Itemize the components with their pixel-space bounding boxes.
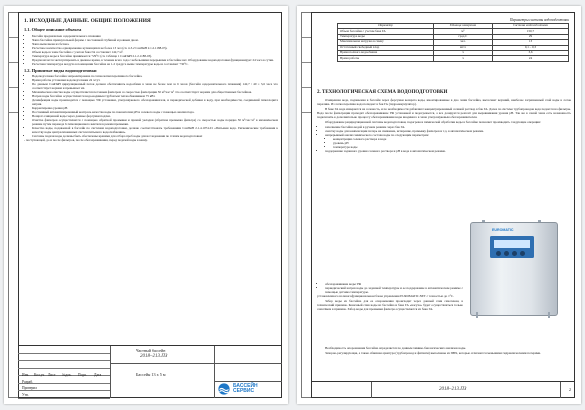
- table-cell: 3,6: [492, 50, 568, 55]
- list-item: • По данным СанПиН циркуляционный поток должен обеспечивать водообмен в чаше не более чем за 6 часов (бассейн оздоровительного плавания) 142,7 / 40 = 3,6 часа что соответствует нормам и превышает их.: [32, 82, 278, 90]
- table-cell: мг/л: [433, 45, 492, 50]
- document-page-right: [297, 6, 581, 404]
- title-block-grid: [18, 346, 110, 398]
- table-cell: Температура воды: [338, 34, 434, 39]
- list-item: • заполнение бассейна водой в ручном режиме через бак ГА.: [325, 125, 571, 129]
- analysis-list: [317, 137, 571, 149]
- drawing-frame: [311, 12, 575, 398]
- list-item: • Расчетная температура воздуха в помещении бассейна на 1-2 градуса выше температуры воды и составляет +30°С.: [32, 62, 278, 66]
- list-item: • уровень pH: [333, 141, 571, 145]
- list-item: • Объем воды в чаше бассейна с учетом бака ГА составляет 142,7 м³.: [32, 50, 278, 54]
- company-logo: [218, 383, 258, 395]
- stamp-client: Частный бассейн: [136, 348, 166, 353]
- table-cell: ч: [433, 56, 492, 61]
- table-title: Параметры системы водоподготовки: [509, 18, 569, 22]
- list-item: • Чаша выполнена из бетона.: [32, 42, 278, 46]
- table-cell: чел.: [433, 40, 492, 45]
- list-item: • Дезинфекция воды производится с помощью УФ установки, ультразвукового обеззараживателя, и периодической добавки в воду, при необходимости, соединений гипохлорита натрия.: [32, 98, 278, 106]
- stamp-role: Разраб.: [22, 379, 34, 384]
- sheet-number: 2: [569, 387, 571, 392]
- paragraph: Запорно-регулирующая, а также обвязная арматура (трубопровод и фитинги) выполнены из ПВХ, которые отличаются меньшими гидравлическими потерями.: [325, 351, 541, 355]
- table-header: Параметр: [338, 24, 434, 29]
- list-item: • Постоянный автоматизированный контроль качества воды по показателям pH и солевого воды с помощью анализатора.: [32, 110, 278, 114]
- stamp-label: Лист: [48, 373, 56, 377]
- list-item: • непрерывный анализ химического состава воды по следующим параметрам:: [325, 133, 571, 137]
- list-item: • обеззараживание воды УФ: [325, 282, 463, 286]
- wave-logo-icon: [218, 383, 230, 395]
- stamp-label: Кол.уч: [34, 373, 45, 377]
- table-cell: ч: [433, 50, 492, 55]
- table-cell: 13: [492, 40, 568, 45]
- title-block: [18, 345, 282, 398]
- list-item: • Расчетное количество одновременно купающихся не более 13 чел (сп. п.3.2 СанПиН 2.1.2.1188-03).: [32, 46, 278, 50]
- paragraph: Очищенная вода, подаваемая в бассейн через форсунки возврата воды, вмонтированные в дно чаши бассейна, вытесняет верхний, наиболее загрязненный слой воды в лоток перелива. Из лотка перелива вода попадает в бак ГА (гидроаккумулятор).: [317, 98, 571, 106]
- list-item: • периодический нагрев воды до заданной температуры и ее поддержание в автоматическом режиме с помощью датчика температуры.: [325, 286, 463, 294]
- table-cell: град.С: [433, 34, 492, 39]
- list-item: • Нагрев воды бассейна осуществляется водо-водяным трубчатым теплообменником 75 кВт.: [32, 94, 278, 98]
- page-content: [24, 18, 278, 143]
- table-cell: 24: [492, 56, 568, 61]
- section-2: [317, 90, 571, 153]
- list-item: • Водоподготовка бассейна запроектирована по технологии переливного бассейна.: [32, 74, 278, 78]
- document-page-left: [4, 6, 288, 404]
- page-content: [337, 18, 569, 66]
- stamp-label: Подп.: [78, 373, 87, 377]
- stamp-sheet-title: Бассейн 13 х 5 м: [136, 372, 166, 377]
- table-header: Единица измерения: [433, 24, 492, 29]
- paragraph: Забор воды из бассейна для ее опорожнения происходит через донный слив самотеком, в технический приямок. Конечный слив воды из бассейна и бака ГА «насухо» будет осуществляться только самотёком в приямок. Забор воды для промывки фильтра осуществляется из бака ГА.: [317, 299, 463, 311]
- parameters-table: [337, 23, 569, 62]
- section-2-footer-text: [317, 346, 571, 356]
- paragraph: В баке ГА вода измеряется на соленость, и по необходимости добавляют концентрированный соляной раствор в бак ГА. Далее по системе трубопроводов вода подается на фильтры. Вода после фильтрации проходит обеззараживание УФ установкой и подогревается, а все дозируется реагент для выравнивания уровня pH. Так же в самой чаше есть возможность подключить к дополнительно процессу обеззараживания воды вводимого в чаше ультразвуковым обеззараживателем.: [317, 107, 571, 119]
- stamp-label: Изм.: [22, 373, 30, 377]
- subsection-title: 1.2. Принятые виды водоподготовки: [24, 67, 97, 73]
- list-item: • поддержание заданного уровня солевого раствора и pH в воде в автоматическом режиме.: [325, 149, 571, 153]
- list-item: • Чаша бассейна прямоугольной формы с постоянной глубиной и ровным дном.: [32, 38, 278, 42]
- stamp-code: 2018–213.ПЗ: [140, 354, 168, 359]
- panel-button: [520, 251, 525, 256]
- device-display: [494, 240, 530, 248]
- section-2-column: [317, 282, 463, 312]
- subsection-title: 1.1. Общее описание объекта: [24, 27, 82, 32]
- list-item: • температура воды: [333, 145, 571, 149]
- list-item: • Системы подачи воды должны быть обеспечены кранами для отбора проб воды для исследования по этапам водоподготовки:: [32, 134, 278, 138]
- closing-paragraph: - поступающей, до и после фильтров, после обеззараживания, перед подачей воды в ванну.: [24, 138, 148, 142]
- list-item: • очистку воды для компенсации потерь на снижение, испарение, промывку фильтров и т.д. в автоматическом режиме.: [325, 129, 571, 133]
- paragraph: Необходимость опорожнения бассейна определяется по данным химико-биологических анализов воды.: [325, 346, 467, 350]
- operations-list-continued: [317, 149, 571, 153]
- list-item: • Качество воды, подаваемой в бассейн по системам водоподготовки, должно соответствовать требованиям СанПиН 2.1.4.1074-01 «Питьевая вода. Гигиенические требования к качеству воды централизованных систем питьевого водоснабжения».: [32, 126, 278, 134]
- stamp-role: Утв.: [22, 392, 29, 397]
- list-item: • Предполагается эксплуатировать в дневное время, в течение всего года с небольшими перерывами в бассейне нет. Оборудование водоподготовки функционирует 24 часа в сутки.: [32, 58, 278, 62]
- list-item: • Корректировка уровня pH.: [32, 106, 278, 110]
- table-row: [338, 56, 569, 61]
- table-cell: 0,1 – 0,3: [492, 45, 568, 50]
- device-brand-label: EUROMATIC: [492, 228, 514, 232]
- right-footer-block: [311, 381, 575, 398]
- stamp-label: №док.: [62, 373, 72, 377]
- list-item: • Бассейн предназначен оздоровительного плавания: [32, 34, 278, 38]
- table-cell: Время работы: [338, 56, 434, 61]
- table-cell: Остаточный свободный хлор: [338, 45, 434, 50]
- logo-wordmark: БАССЕЙН СЕРВИС: [233, 382, 258, 394]
- section-title: 2. ТЕХНОЛОГИЧЕСКАЯ СХЕМА ВОДОПОДГОТОВКИ: [317, 90, 448, 95]
- paragraph: Оборудование рециркуляционной системы водоподготовки, подогрева и химической обработки воды в бассейне позволяет производить следующие операции:: [325, 120, 541, 124]
- list-item: • Механическая очистка воды осуществляется песчаным фильтром со скоростью фильтрации 50 м³/час·м² что соответствует нормам для общественных бассейнов.: [32, 90, 278, 94]
- table-cell: 29: [492, 34, 568, 39]
- list-item: • концентрация солевого раствора в воде: [333, 137, 571, 141]
- table-cell: м³: [433, 29, 492, 34]
- object-description-list: [24, 34, 278, 66]
- table-cell: Время полного водообмена: [338, 50, 434, 55]
- extra-operations-list: [317, 282, 463, 294]
- table-cell: Объем бассейна с учетом бака ГА: [338, 29, 434, 34]
- list-item: • Температура воды в бассейне принимается +29°С (сп. таблица 1 СанПиН 2.1.2.1188-03).: [32, 54, 278, 58]
- list-item: • Время работы установки водоподготовки 24 ч/сут.: [32, 78, 278, 82]
- panel-button: [504, 251, 509, 256]
- control-unit-image: [466, 220, 564, 318]
- stamp-label: Дата: [94, 373, 102, 377]
- treatment-types-list: [24, 74, 278, 138]
- table-cell: 150,7: [492, 29, 568, 34]
- table-header: Система водоподготовки: [492, 24, 568, 29]
- list-item: • Возврат очищенной воды через донные форсунки подачи.: [32, 114, 278, 118]
- stamp-role: Проверил: [22, 386, 37, 390]
- table-cell: Максимальная нагрузка в смену: [338, 40, 434, 45]
- panel-button: [512, 251, 517, 256]
- stamp-code: 2018–213.ПЗ: [439, 387, 467, 392]
- list-item: • Очистка фильтров осуществляется с помощью обратной промывки и прямой укладки (обратная промывка фильтра) со скоростью воды порядка 50 м³/час·м² в механическом режиме путем перевода 6-типозиционного вентиля в режим промывки.: [32, 118, 278, 126]
- control-panel: [490, 236, 534, 258]
- pipe: [476, 312, 478, 318]
- operations-list: [317, 125, 571, 137]
- panel-button: [496, 251, 501, 256]
- paragraph: установленного на многофункциональном блоке управления EUROMATIC.NET с точностью до 1°С.: [317, 294, 454, 298]
- pipe: [548, 312, 550, 318]
- section-title: 1. ИСХОДНЫЕ ДАННЫЕ. ОБЩИЕ ПОЛОЖЕНИЯ: [24, 18, 151, 24]
